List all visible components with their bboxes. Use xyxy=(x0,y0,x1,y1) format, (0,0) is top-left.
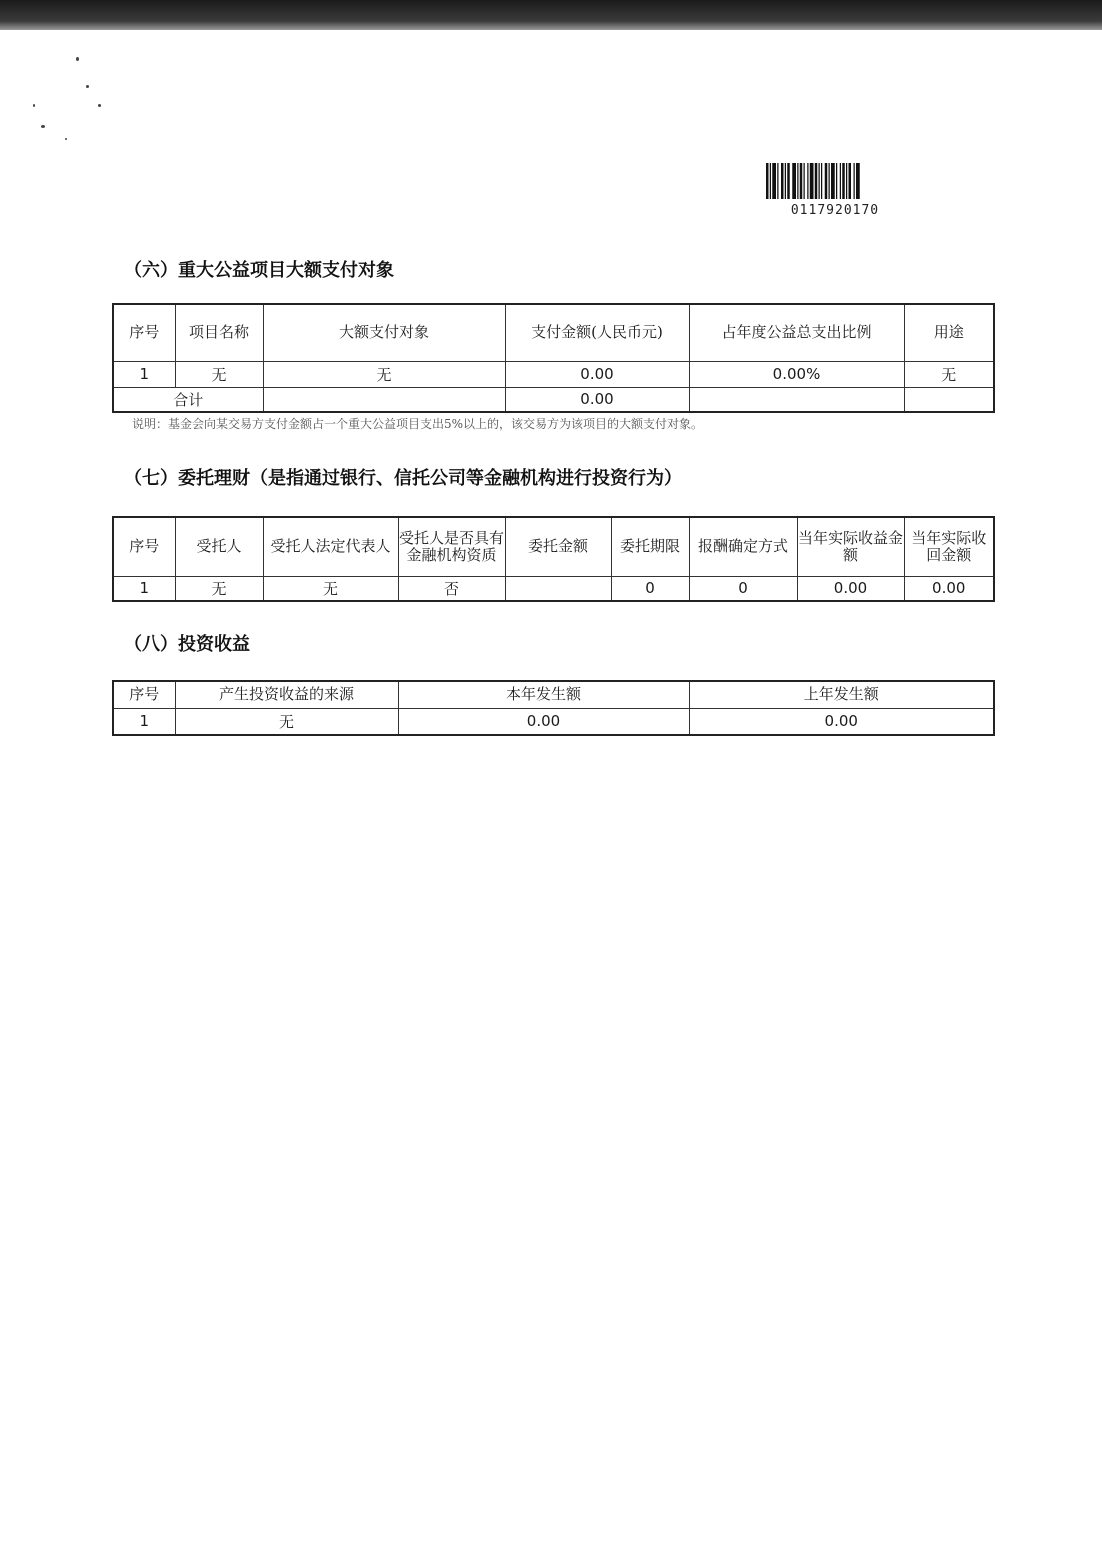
row-number: 1 xyxy=(113,361,175,387)
actual-income-cell: 0.00 xyxy=(797,576,904,601)
barcode-stripe xyxy=(772,163,776,199)
scan-speck xyxy=(86,85,89,88)
header-cell: 受托人是否具有金融机构资质 xyxy=(398,517,505,576)
table-header-row xyxy=(113,304,994,361)
header-cell: 用途 xyxy=(904,304,994,361)
scan-top-edge xyxy=(0,0,1102,30)
barcode-stripe xyxy=(807,163,808,199)
actual-recovered-cell: 0.00 xyxy=(904,576,994,601)
header-cell: 委托金额 xyxy=(505,517,611,576)
header-cell: 委托期限 xyxy=(611,517,689,576)
term-cell: 0 xyxy=(611,576,689,601)
barcode-stripe xyxy=(770,163,771,199)
large-payment-table xyxy=(112,303,995,413)
header-cell: 项目名称 xyxy=(175,304,263,361)
scan-speck xyxy=(41,125,45,128)
trustee-cell: 无 xyxy=(175,576,263,601)
barcode-stripe xyxy=(854,163,855,199)
empty-cell xyxy=(904,387,994,412)
remuneration-method-cell: 0 xyxy=(689,576,797,601)
table-header-row xyxy=(113,681,994,708)
barcode-number: 0117920170 xyxy=(790,203,880,218)
barcode-stripe xyxy=(849,163,852,199)
barcode-stripe xyxy=(800,163,803,199)
usage-cell: 无 xyxy=(904,361,994,387)
barcode xyxy=(766,163,904,199)
scan-speck xyxy=(98,104,101,107)
barcode-stripe xyxy=(846,163,847,199)
section-6-note: 说明：基金会向某交易方支付金额占一个重大公益项目支出5%以上的，该交易方为该项目的大额支付对象。 xyxy=(132,417,704,431)
qualification-cell: 否 xyxy=(398,576,505,601)
empty-cell xyxy=(263,387,505,412)
income-source-cell: 无 xyxy=(175,708,398,735)
ratio-cell: 0.00% xyxy=(689,361,904,387)
header-cell: 报酬确定方式 xyxy=(689,517,797,576)
barcode-stripe xyxy=(829,163,830,199)
header-cell: 当年实际收益金额 xyxy=(797,517,904,576)
amount-cell: 0.00 xyxy=(505,361,689,387)
table-header-row xyxy=(113,517,994,576)
barcode-stripe xyxy=(831,163,835,199)
header-cell: 占年度公益总支出比例 xyxy=(689,304,904,361)
barcode-stripe xyxy=(819,163,820,199)
header-cell: 受托人 xyxy=(175,517,263,576)
barcode-stripe xyxy=(815,163,818,199)
barcode-stripe xyxy=(840,163,841,199)
entrusted-finance-table xyxy=(112,516,995,602)
barcode-stripe xyxy=(785,163,786,199)
table-row xyxy=(113,576,994,601)
section-8-title: （八）投资收益 xyxy=(124,634,250,655)
header-cell: 序号 xyxy=(113,304,175,361)
section-6-title: （六）重大公益项目大额支付对象 xyxy=(124,260,394,281)
header-cell: 大额支付对象 xyxy=(263,304,505,361)
barcode-stripe xyxy=(792,163,796,199)
entrusted-amount-cell xyxy=(505,576,611,601)
empty-cell xyxy=(689,387,904,412)
barcode-stripe xyxy=(825,163,828,199)
barcode-stripe xyxy=(842,163,845,199)
table-row xyxy=(113,708,994,735)
scan-speck xyxy=(33,104,35,107)
header-cell: 本年发生额 xyxy=(398,681,689,708)
total-amount-cell: 0.00 xyxy=(505,387,689,412)
header-cell: 受托人法定代表人 xyxy=(263,517,398,576)
barcode-stripe xyxy=(804,163,805,199)
barcode-stripe xyxy=(821,163,822,199)
barcode-stripe xyxy=(766,163,769,199)
barcode-stripe xyxy=(787,163,790,199)
legal-rep-cell: 无 xyxy=(263,576,398,601)
header-cell: 产生投资收益的来源 xyxy=(175,681,398,708)
row-number: 1 xyxy=(113,708,175,735)
header-cell: 序号 xyxy=(113,681,175,708)
header-cell: 当年实际收回金额 xyxy=(904,517,994,576)
barcode-stripe xyxy=(856,163,860,199)
project-name-cell: 无 xyxy=(175,361,263,387)
header-cell: 上年发生额 xyxy=(689,681,994,708)
barcode-stripe xyxy=(810,163,814,199)
barcode-stripe xyxy=(777,163,778,199)
barcode-stripe xyxy=(836,163,837,199)
scan-speck xyxy=(65,138,67,140)
barcode-stripe xyxy=(781,163,784,199)
barcode-stripe xyxy=(797,163,798,199)
investment-income-table xyxy=(112,680,995,736)
table-row xyxy=(113,361,994,387)
row-number: 1 xyxy=(113,576,175,601)
payee-cell: 无 xyxy=(263,361,505,387)
current-year-amount-cell: 0.00 xyxy=(398,708,689,735)
scan-speck xyxy=(76,57,79,61)
header-cell: 支付金额(人民币元) xyxy=(505,304,689,361)
section-7-title: （七）委托理财（是指通过银行、信托公司等金融机构进行投资行为） xyxy=(124,468,682,489)
previous-year-amount-cell: 0.00 xyxy=(689,708,994,735)
header-cell: 序号 xyxy=(113,517,175,576)
total-label: 合计 xyxy=(113,387,263,412)
total-row xyxy=(113,387,994,412)
